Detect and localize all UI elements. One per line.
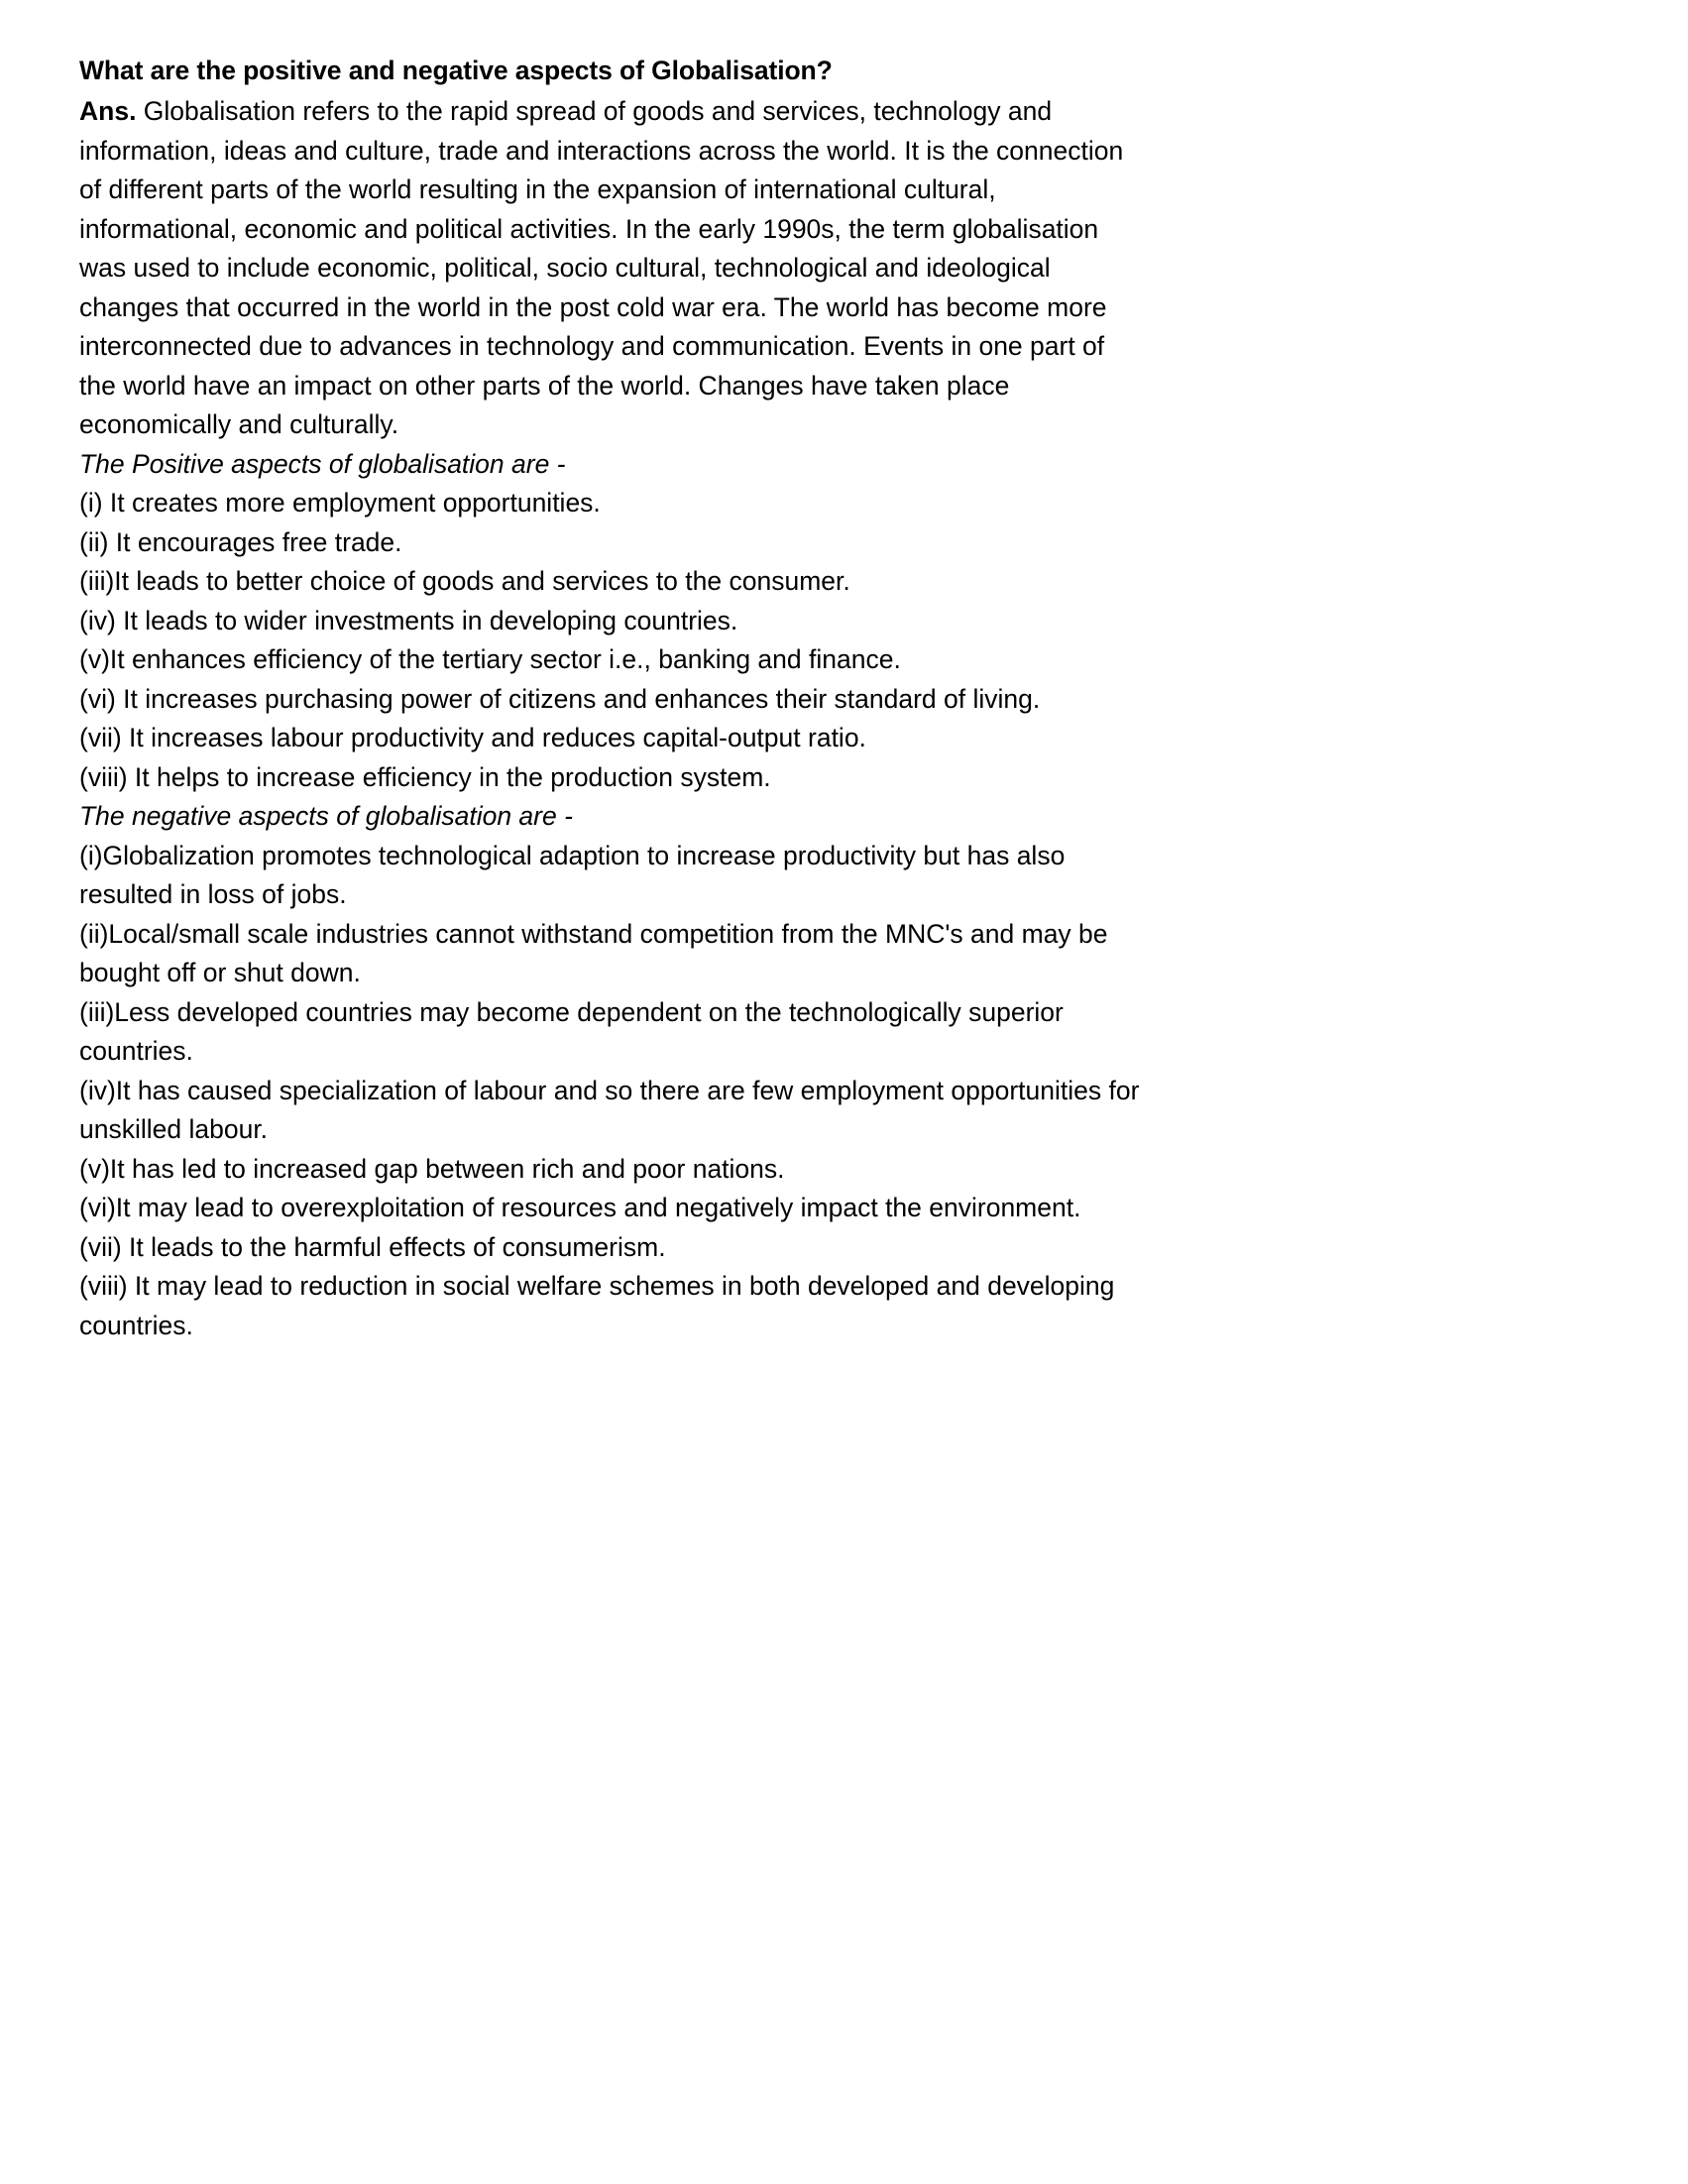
list-item: (ii) It encourages free trade. <box>79 526 402 557</box>
negative-aspects-heading: The negative aspects of globalisation are - <box>79 801 573 831</box>
list-item: (vii) It increases labour productivity and reduces capital-output ratio. <box>79 723 866 752</box>
list-item: (viii) It helps to increase efficiency in the production system. <box>79 761 771 792</box>
list-item: (iii)Less developed countries may become dependent on the technologically superior countries. <box>79 996 1064 1066</box>
answer-body-text: Globalisation refers to the rapid spread of goods and services, technology and information, ideas and culture, trade and interactions across the world. It is the connection of different parts of the world resulting in the expansion of international cultural, informational, economic and political activities. In the early 1990s, the term globalisation was used to include economic, political, socio cultural, technological and ideological changes that occurred in the world in the post cold war era. The world has become more interconnected due to advances in technology and communication. Events in one part of the world have an impact on other parts of the world. Changes have taken place economically and culturally. <box>79 96 1124 439</box>
question-heading: What are the positive and negative aspects of Globalisation? <box>79 56 833 85</box>
list-item: (vii) It leads to the harmful effects of consumerism. <box>79 1231 666 1262</box>
answer-label: Ans. <box>79 96 137 126</box>
positive-aspects-heading: The Positive aspects of globalisation are - <box>79 448 566 479</box>
list-item: (iv) It leads to wider investments in developing countries. <box>79 605 738 635</box>
list-item: (ii)Local/small scale industries cannot withstand competition from the MNC's and may be bought off or shut down. <box>79 918 1108 987</box>
list-item: (viii) It may lead to reduction in social welfare schemes in both developed and developing countries. <box>79 1271 1115 1340</box>
list-item: (v)It has led to increased gap between rich and poor nations. <box>79 1153 785 1184</box>
answer-paragraph <box>79 92 1143 445</box>
list-item: (iii)It leads to better choice of goods and services to the consumer. <box>79 566 850 596</box>
list-item: (v)It enhances efficiency of the tertiary sector i.e., banking and finance. <box>79 644 901 674</box>
list-item: (i) It creates more employment opportunities. <box>79 488 601 517</box>
list-item: (iv)It has caused specialization of labour and so there are few employment opportunities for unskilled labour. <box>79 1075 1140 1144</box>
list-item: (vi)It may lead to overexploitation of resources and negatively impact the environment. <box>79 1193 1081 1222</box>
list-item: (i)Globalization promotes technological adaption to increase productivity but has also resulted in loss of jobs. <box>79 840 1066 909</box>
list-item: (vi) It increases purchasing power of citizens and enhances their standard of living. <box>79 683 1041 714</box>
document-content <box>79 52 1143 1345</box>
